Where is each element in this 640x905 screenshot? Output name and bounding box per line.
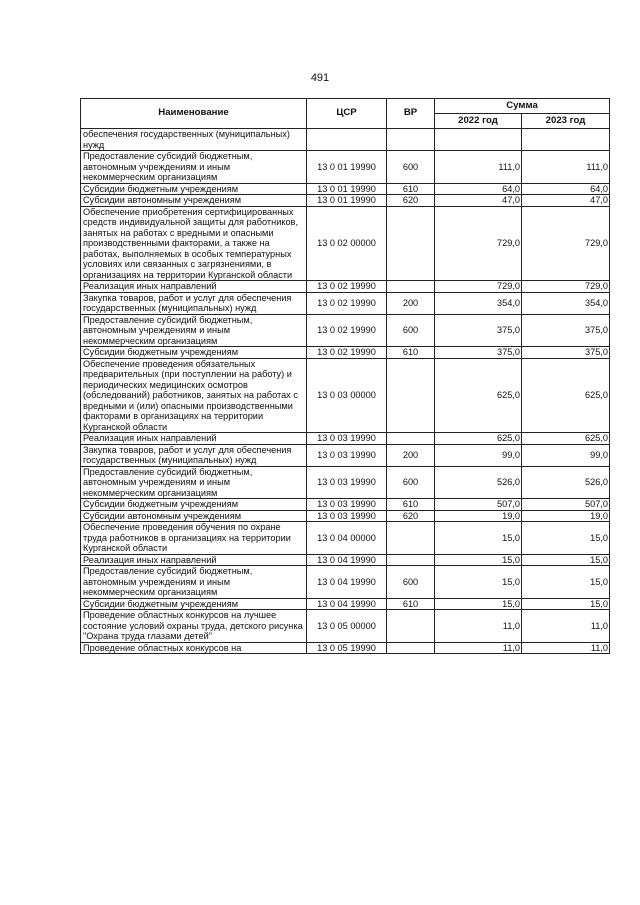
cell-vr: 610 xyxy=(387,598,435,610)
cell-sum-2023: 15,0 xyxy=(522,554,610,566)
cell-sum-2023: 11,0 xyxy=(522,642,610,654)
cell-csr: 13 0 01 19990 xyxy=(307,183,387,195)
cell-sum-2022: 15,0 xyxy=(435,598,522,610)
header-vr: ВР xyxy=(387,99,435,129)
header-name: Наименование xyxy=(81,99,307,129)
cell-csr: 13 0 04 00000 xyxy=(307,522,387,555)
cell-csr: 13 0 03 00000 xyxy=(307,358,387,433)
table-row xyxy=(81,206,610,281)
table-body xyxy=(81,129,610,654)
cell-vr xyxy=(387,522,435,555)
cell-sum-2022: 11,0 xyxy=(435,642,522,654)
cell-name: Субсидии бюджетным учреждениям xyxy=(81,183,307,195)
cell-sum-2022: 375,0 xyxy=(435,347,522,359)
table-row xyxy=(81,610,610,643)
cell-sum-2022: 15,0 xyxy=(435,554,522,566)
cell-vr: 610 xyxy=(387,347,435,359)
cell-sum-2023: 625,0 xyxy=(522,433,610,445)
cell-csr: 13 0 03 19990 xyxy=(307,466,387,499)
cell-sum-2022: 11,0 xyxy=(435,610,522,643)
cell-vr: 620 xyxy=(387,510,435,522)
header-sum: Сумма xyxy=(435,99,610,114)
cell-name: Субсидии автономным учреждениям xyxy=(81,510,307,522)
cell-sum-2023: 729,0 xyxy=(522,206,610,281)
cell-sum-2022: 15,0 xyxy=(435,522,522,555)
cell-name: обеспечения государственных (муниципальных) нужд xyxy=(81,129,307,151)
cell-vr: 600 xyxy=(387,566,435,599)
cell-csr: 13 0 02 19990 xyxy=(307,292,387,314)
cell-sum-2023 xyxy=(522,129,610,151)
cell-name: Предоставление субсидий бюджетным, автономным учреждениям и иным некоммерческим организациям xyxy=(81,151,307,184)
cell-name: Обеспечение проведения обязательных предварительных (при поступлении на работу) и периодических медицинских осмотров (обследований) работников, занятых на работах с вредными и (или) опасными производственными факторами в организациях на территории Курганской области xyxy=(81,358,307,433)
cell-vr xyxy=(387,358,435,433)
table-row xyxy=(81,314,610,347)
table-row xyxy=(81,129,610,151)
cell-csr: 13 0 04 19990 xyxy=(307,598,387,610)
cell-name: Предоставление субсидий бюджетным, автономным учреждениям и иным некоммерческим организациям xyxy=(81,314,307,347)
cell-sum-2022: 526,0 xyxy=(435,466,522,499)
cell-csr: 13 0 03 19990 xyxy=(307,433,387,445)
cell-csr: 13 0 05 19990 xyxy=(307,642,387,654)
cell-name: Предоставление субсидий бюджетным, автономным учреждениям и иным некоммерческим организациям xyxy=(81,566,307,599)
cell-sum-2023: 15,0 xyxy=(522,522,610,555)
table-row xyxy=(81,566,610,599)
cell-csr: 13 0 02 00000 xyxy=(307,206,387,281)
cell-name: Проведение областных конкурсов на лучшее состояние условий охраны труда, детского рисунка "Охрана труда глазами детей" xyxy=(81,610,307,643)
cell-name: Реализация иных направлений xyxy=(81,433,307,445)
cell-sum-2022: 729,0 xyxy=(435,206,522,281)
cell-sum-2023: 64,0 xyxy=(522,183,610,195)
cell-name: Субсидии бюджетным учреждениям xyxy=(81,598,307,610)
cell-sum-2023: 111,0 xyxy=(522,151,610,184)
cell-sum-2023: 375,0 xyxy=(522,314,610,347)
cell-sum-2023: 354,0 xyxy=(522,292,610,314)
cell-csr: 13 0 01 19990 xyxy=(307,195,387,207)
cell-vr xyxy=(387,206,435,281)
cell-csr: 13 0 01 19990 xyxy=(307,151,387,184)
table-row xyxy=(81,510,610,522)
cell-sum-2022 xyxy=(435,129,522,151)
table-row xyxy=(81,554,610,566)
cell-csr: 13 0 04 19990 xyxy=(307,554,387,566)
cell-name: Обеспечение приобретения сертифицированных средств индивидуальной защиты для работников, занятых на работах с вредными и опасными производственными факторами, а также на работах, выполняемых в особых температурных условиях или связанных с загрязнениями, в организациях на территории Курганской области xyxy=(81,206,307,281)
cell-vr xyxy=(387,554,435,566)
cell-vr: 610 xyxy=(387,183,435,195)
table-row xyxy=(81,598,610,610)
cell-csr: 13 0 05 00000 xyxy=(307,610,387,643)
cell-name: Субсидии бюджетным учреждениям xyxy=(81,347,307,359)
table-row xyxy=(81,642,610,654)
table-row xyxy=(81,195,610,207)
cell-vr: 200 xyxy=(387,444,435,466)
cell-name: Субсидии бюджетным учреждениям xyxy=(81,499,307,511)
cell-sum-2022: 375,0 xyxy=(435,314,522,347)
table-row xyxy=(81,522,610,555)
cell-vr: 200 xyxy=(387,292,435,314)
cell-sum-2022: 99,0 xyxy=(435,444,522,466)
cell-sum-2022: 15,0 xyxy=(435,566,522,599)
cell-vr: 600 xyxy=(387,466,435,499)
cell-name: Предоставление субсидий бюджетным, автономным учреждениям и иным некоммерческим организациям xyxy=(81,466,307,499)
cell-vr: 600 xyxy=(387,151,435,184)
cell-sum-2022: 19,0 xyxy=(435,510,522,522)
cell-sum-2023: 15,0 xyxy=(522,566,610,599)
table-row xyxy=(81,358,610,433)
cell-name: Субсидии автономным учреждениям xyxy=(81,195,307,207)
cell-csr: 13 0 03 19990 xyxy=(307,499,387,511)
cell-name: Закупка товаров, работ и услуг для обеспечения государственных (муниципальных) нужд xyxy=(81,444,307,466)
cell-csr: 13 0 02 19990 xyxy=(307,314,387,347)
cell-name: Реализация иных направлений xyxy=(81,281,307,293)
cell-vr xyxy=(387,281,435,293)
cell-vr: 620 xyxy=(387,195,435,207)
cell-sum-2023: 729,0 xyxy=(522,281,610,293)
cell-sum-2022: 625,0 xyxy=(435,433,522,445)
header-year-2023: 2023 год xyxy=(522,114,610,129)
header-year-2022: 2022 год xyxy=(435,114,522,129)
table-row xyxy=(81,433,610,445)
cell-vr xyxy=(387,433,435,445)
table-row xyxy=(81,499,610,511)
table-row xyxy=(81,281,610,293)
table-row xyxy=(81,183,610,195)
table-row xyxy=(81,466,610,499)
cell-vr: 600 xyxy=(387,314,435,347)
cell-name: Реализация иных направлений xyxy=(81,554,307,566)
cell-name: Закупка товаров, работ и услуг для обеспечения государственных (муниципальных) нужд xyxy=(81,292,307,314)
cell-sum-2023: 47,0 xyxy=(522,195,610,207)
table-row xyxy=(81,347,610,359)
header-csr: ЦСР xyxy=(307,99,387,129)
cell-sum-2023: 99,0 xyxy=(522,444,610,466)
cell-vr xyxy=(387,642,435,654)
table-row xyxy=(81,444,610,466)
page-number: 491 xyxy=(310,72,330,84)
table-row xyxy=(81,151,610,184)
cell-sum-2023: 15,0 xyxy=(522,598,610,610)
cell-sum-2023: 11,0 xyxy=(522,610,610,643)
cell-sum-2023: 526,0 xyxy=(522,466,610,499)
cell-csr xyxy=(307,129,387,151)
cell-csr: 13 0 02 19990 xyxy=(307,281,387,293)
budget-table xyxy=(80,98,610,654)
cell-sum-2022: 729,0 xyxy=(435,281,522,293)
cell-sum-2022: 111,0 xyxy=(435,151,522,184)
cell-csr: 13 0 03 19990 xyxy=(307,510,387,522)
cell-csr: 13 0 02 19990 xyxy=(307,347,387,359)
cell-sum-2023: 507,0 xyxy=(522,499,610,511)
cell-csr: 13 0 03 19990 xyxy=(307,444,387,466)
cell-sum-2022: 64,0 xyxy=(435,183,522,195)
cell-sum-2022: 507,0 xyxy=(435,499,522,511)
cell-sum-2022: 625,0 xyxy=(435,358,522,433)
cell-csr: 13 0 04 19990 xyxy=(307,566,387,599)
table-header xyxy=(81,99,610,129)
cell-sum-2023: 19,0 xyxy=(522,510,610,522)
cell-sum-2023: 375,0 xyxy=(522,347,610,359)
cell-sum-2022: 47,0 xyxy=(435,195,522,207)
cell-name: Проведение областных конкурсов на xyxy=(81,642,307,654)
cell-vr xyxy=(387,129,435,151)
cell-vr xyxy=(387,610,435,643)
cell-sum-2022: 354,0 xyxy=(435,292,522,314)
cell-sum-2023: 625,0 xyxy=(522,358,610,433)
cell-name: Обеспечение проведения обучения по охране труда работников в организациях на территории Курганской области xyxy=(81,522,307,555)
cell-vr: 610 xyxy=(387,499,435,511)
table-row xyxy=(81,292,610,314)
